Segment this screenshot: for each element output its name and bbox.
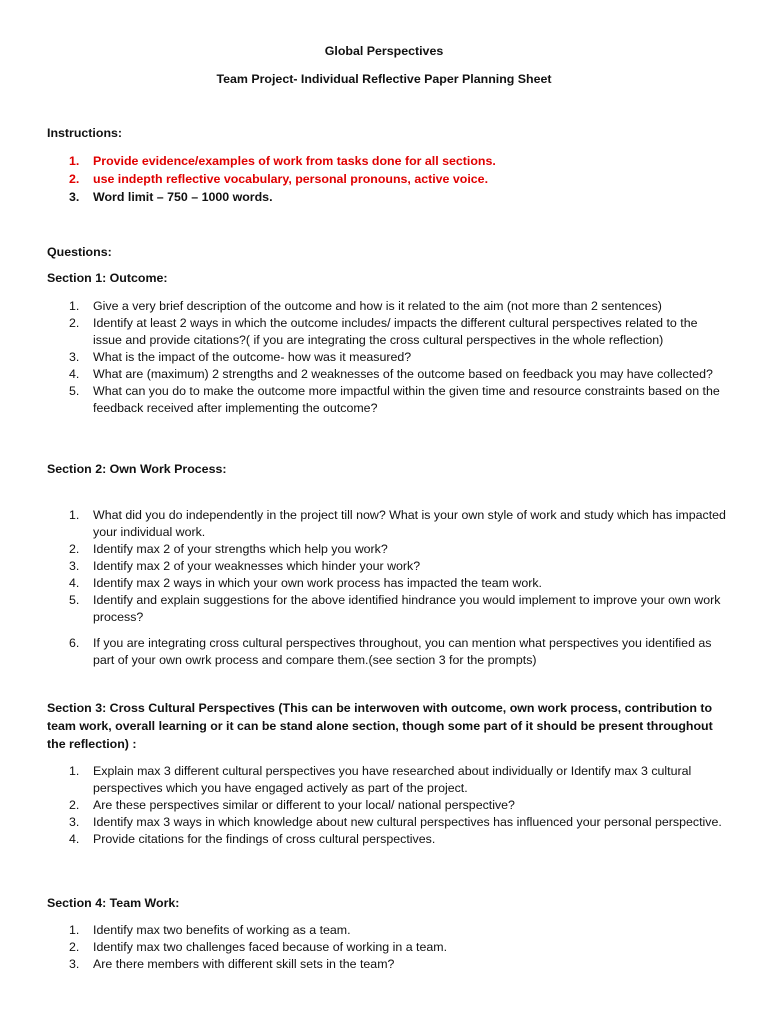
- list-item: [47, 797, 727, 814]
- list-item: [47, 575, 727, 592]
- list-item-text: Give a very brief description of the outcome and how is it related to the aim (not more than 2 sentences): [93, 299, 662, 313]
- list-item: [47, 763, 727, 797]
- instruction-text: Word limit – 750 – 1000 words.: [93, 190, 273, 204]
- list-number: 3.: [69, 350, 80, 364]
- list-number: 6.: [69, 636, 80, 650]
- list-number: 4.: [69, 367, 80, 381]
- list-item: [47, 541, 727, 558]
- list-item-text: Explain max 3 different cultural perspectives you have researched about individually or Identify max 3 cultural perspectives which you have engaged actively as part of the project.: [93, 764, 692, 795]
- list-number: 5.: [69, 384, 80, 398]
- list-number: 2.: [69, 316, 80, 330]
- list-item-text: Identify and explain suggestions for the above identified hindrance you would implement to improve your own work process?: [93, 593, 721, 624]
- list-item-text: Identify at least 2 ways in which the outcome includes/ impacts the different cultural perspectives related to the issue and provide citations?( if you are integrating the cross cultural perspectives in the whole reflection): [93, 316, 698, 347]
- instruction-item: [47, 153, 727, 170]
- list-item-text: What are (maximum) 2 strengths and 2 weaknesses of the outcome based on feedback you may have collected?: [93, 367, 713, 381]
- list-number: 2.: [69, 940, 80, 954]
- list-item: [47, 383, 727, 417]
- list-item-text: Are these perspectives similar or different to your local/ national perspective?: [93, 798, 515, 812]
- section2-list: [47, 507, 727, 669]
- list-number: 3.: [69, 815, 80, 829]
- list-number: 3.: [69, 957, 80, 971]
- list-item-text: What can you do to make the outcome more impactful within the given time and resource constraints based on the feedback received after implementing the outcome?: [93, 384, 720, 415]
- list-item: [47, 298, 727, 315]
- list-number: 4.: [69, 832, 80, 846]
- list-item-text: Identify max 2 ways in which your own work process has impacted the team work.: [93, 576, 543, 590]
- list-number: 2.: [69, 172, 80, 186]
- list-item-text: Identify max 3 ways in which knowledge about new cultural perspectives has influenced your personal perspective.: [93, 815, 722, 829]
- list-item: [47, 558, 727, 575]
- list-item-text: Are there members with different skill sets in the team?: [93, 957, 395, 971]
- section4-heading: Section 4: Team Work:: [47, 896, 180, 910]
- list-number: 4.: [69, 576, 80, 590]
- section4-list: [47, 922, 727, 973]
- section3-list: [47, 763, 727, 848]
- list-item: [47, 592, 727, 626]
- list-number: 1.: [69, 299, 80, 313]
- list-number: 2.: [69, 542, 80, 556]
- list-item-text: Identify max 2 of your weaknesses which hinder your work?: [93, 559, 421, 573]
- list-item-text: If you are integrating cross cultural perspectives throughout, you can mention what perspectives you identified as part of your own owrk process and compare them.(see section 3 for the prompts): [93, 636, 712, 667]
- section2-heading: Section 2: Own Work Process:: [47, 462, 227, 476]
- section1-heading: Section 1: Outcome:: [47, 271, 168, 285]
- instruction-text: use indepth reflective vocabulary, personal pronouns, active voice.: [93, 172, 489, 186]
- list-item-text: What did you do independently in the project till now? What is your own style of work and study which has impacted your individual work.: [93, 508, 726, 539]
- list-item: [47, 507, 727, 541]
- list-item-text: What is the impact of the outcome- how was it measured?: [93, 350, 412, 364]
- list-item-text: Identify max two challenges faced because of working in a team.: [93, 940, 448, 954]
- list-item-text: Identify max 2 of your strengths which help you work?: [93, 542, 388, 556]
- list-item: [47, 814, 727, 831]
- instruction-text: Provide evidence/examples of work from tasks done for all sections.: [93, 154, 496, 168]
- list-number: 1.: [69, 923, 80, 937]
- instructions-list: [47, 153, 727, 206]
- list-number: 5.: [69, 593, 80, 607]
- list-item: [47, 939, 727, 956]
- document-title: Global Perspectives: [324, 44, 444, 58]
- instructions-heading: Instructions:: [47, 126, 123, 140]
- list-item: [47, 366, 727, 383]
- list-item: [47, 349, 727, 366]
- list-item: [47, 956, 727, 973]
- list-item-text: Provide citations for the findings of cross cultural perspectives.: [93, 832, 436, 846]
- section1-list: [47, 298, 727, 417]
- list-number: 3.: [69, 190, 80, 204]
- list-item: [47, 315, 727, 349]
- instruction-item: [47, 171, 727, 188]
- list-number: 3.: [69, 559, 80, 573]
- document-subtitle: Team Project- Individual Reflective Paper Planning Sheet: [216, 72, 552, 86]
- instruction-item: [47, 189, 727, 206]
- section3-heading: Section 3: Cross Cultural Perspectives (This can be interwoven with outcome, own work process, contribution to team work, overall learning or it can be stand alone section, though some part of it should be present throughout the reflection) :: [47, 701, 713, 751]
- list-number: 1.: [69, 508, 80, 522]
- list-item: [47, 922, 727, 939]
- questions-heading: Questions:: [47, 245, 112, 259]
- list-item-text: Identify max two benefits of working as a team.: [93, 923, 351, 937]
- list-number: 1.: [69, 764, 80, 778]
- list-number: 1.: [69, 154, 80, 168]
- list-number: 2.: [69, 798, 80, 812]
- list-item: [47, 635, 727, 669]
- list-item: [47, 831, 727, 848]
